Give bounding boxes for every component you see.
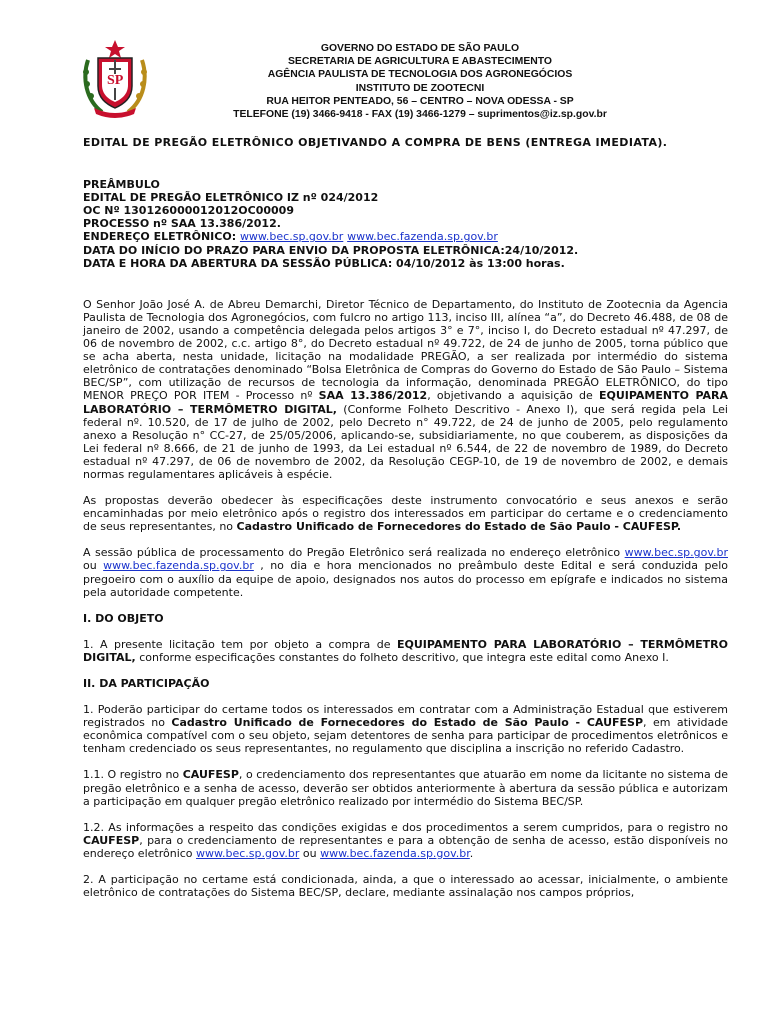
session-paragraph [83, 546, 728, 598]
registration-text: 1.1. O registro no [83, 768, 183, 782]
section-participation-title: II. DA PARTICIPAÇÃO [83, 677, 210, 690]
opening-paragraph [83, 298, 728, 481]
participation-paragraph-2: 2. A participação no certame está condicionada, ainda, a que o interessado ao acessar, inicialmente, o ambiente eletrônico de contratações do Sistema BEC/SP, declare, mediante assinalação nos campos próprios, [83, 873, 728, 900]
letterhead-line-agency: AGÊNCIA PAULISTA DE TECNOLOGIA DOS AGRONEGÓCIOS [267, 69, 573, 81]
electronic-address-line [83, 230, 728, 243]
session-or: ou [83, 559, 104, 573]
opening-text-2: , objetivando a aquisição de [427, 389, 599, 403]
session-bec-fazenda-link[interactable]: www.bec.fazenda.sp.gov.br [103, 559, 254, 573]
info-period: . [469, 846, 474, 860]
info-text-2: , para o credenciamento de representantes e para a obtenção de senha de acesso, estão disponíveis no endereço eletrônico [83, 833, 728, 860]
process-number: PROCESSO nº SAA 13.386/2012. [83, 217, 281, 231]
object-description: EQUIPAMENTO PARA LABORATÓRIO – TERMÔMETRO DIGITAL, [83, 389, 729, 416]
letterhead-line-contact: TELEFONE (19) 3466-9418 - FAX (19) 3466-1279 – suprimentos@iz.sp.gov.br [233, 109, 607, 121]
preamble-heading: PREÂMBULO [83, 178, 160, 192]
object-item: EQUIPAMENTO PARA LABORATÓRIO – TERMÔMETRO DIGITAL, [83, 637, 728, 664]
opening-text: O Senhor João José A. de Abreu Demarchi, Diretor Técnico de Departamento, do Instituto de Zootecnia da Agencia Paulista de Tecnologia dos Agronegócios, com fulcro no artigo 113, inciso III, alínea “a”, do Decreto 46.488, de 08 de janeiro de 2002, usando a competência delegada pelos artigos 3° e 7°, inciso I, do Decreto estadual nº 47.297, de 06 de novembro de 2002, c.c. artigo 8°, do Decreto estadual nº 49.722, de 24 de junho de 2005, torna público que se acha aberta, nesta unidade, licitação na modalidade PREGÃO, a ser realizada por intermédio do sistema eletrônico de contratações denominado “Bolsa Eletrônica de Compras do Governo do Estado de São Paulo – Sistema BEC/SP”, com utilização de recursos de tecnologia da informação, denominada PREGÃO ELETRÔNICO, do tipo MENOR PREÇO POR ITEM - Processo nº [83, 297, 728, 403]
participation-paragraph-1 [83, 703, 728, 755]
process-reference: SAA 13.386/2012 [318, 389, 428, 403]
electronic-address-label: ENDEREÇO ELETRÔNICO: [83, 230, 237, 244]
proposal-start-date: DATA DO INÍCIO DO PRAZO PARA ENVIO DA PROPOSTA ELETRÔNICA:24/10/2012. [83, 243, 579, 257]
session-open-date: DATA E HORA DA ABERTURA DA SESSÃO PÚBLICA: 04/10/2012 às 13:00 horas. [83, 256, 565, 270]
info-bec-fazenda-link[interactable]: www.bec.fazenda.sp.gov.br [320, 846, 470, 860]
bec-link[interactable]: www.bec.sp.gov.br [239, 230, 344, 244]
participation-text: 1. Poderão participar do certame todos os interessados em contratar com a Administração Estadual que estiverem registrados no [83, 703, 728, 730]
participation-caufesp: Cadastro Unificado de Fornecedores do Estado de São Paulo - CAUFESP [171, 716, 644, 730]
crest-monogram: SP [107, 73, 124, 88]
participation-text-2: , em atividade econômica compatível com o seu objeto, sejam detentores de senha para participar de procedimentos eletrônicos e tenham credenciado os seus representantes, no regulamento que disciplina a inscrição no referido Cadastro. [83, 716, 728, 756]
registration-caufesp: CAUFESP [182, 768, 239, 782]
bec-fazenda-link[interactable]: www.bec.fazenda.sp.gov.br [347, 230, 498, 244]
proposals-paragraph [83, 494, 728, 533]
section-object-paragraph [83, 638, 728, 664]
object-text-2: conforme especificações constantes do folheto descritivo, que integra este edital como Anexo I. [135, 650, 669, 664]
participation-paragraph-1-2 [83, 821, 728, 860]
letterhead [150, 42, 690, 121]
proposals-text: As propostas deverão obedecer às especificações deste instrumento convocatório e seus anexos e serão encaminhadas por meio eletrônico após o registro dos interessados em participar do certame e o credenciamento de seus representantes, no [83, 494, 728, 534]
caufesp-name: Cadastro Unificado de Fornecedores do Estado de São Paulo - CAUFESP. [236, 520, 682, 534]
letterhead-line-secretariat: SECRETARIA DE AGRICULTURA E ABASTECIMENTO [288, 56, 552, 68]
info-or: ou [299, 846, 321, 860]
document-body [83, 136, 728, 899]
info-caufesp: CAUFESP [83, 833, 140, 847]
session-text-2: , no dia e hora mencionados no preâmbulo deste Edital e será conduzida pelo pregoeiro com o auxílio da equipe de apoio, designados nos autos do processo em epígrafe e indicados no sistema pela autoridade competente. [83, 559, 728, 599]
oc-number: OC Nº 130126000012012OC00009 [83, 204, 294, 218]
edital-title: EDITAL DE PREGÃO ELETRÔNICO OBJETIVANDO A COMPRA DE BENS (ENTREGA IMEDIATA). [83, 136, 668, 149]
letterhead-line-address: RUA HEITOR PENTEADO, 56 – CENTRO – NOVA ODESSA - SP [266, 95, 574, 107]
registration-text-2: , o credenciamento dos representantes que atuarão em nome da licitante no sistema de pregão eletrônico e a senha de acesso, deverão ser obtidos anteriormente à abertura da sessão pública e autorizam a participação em qualquer pregão eletrônico realizado por intermédio do Sistema BEC/SP. [83, 768, 728, 808]
object-text: 1. A presente licitação tem por objeto a compra de [83, 637, 397, 651]
letterhead-line-institute: INSTITUTO DE ZOOTECNI [355, 82, 485, 94]
participation-paragraph-1-1 [83, 768, 728, 807]
section-object-title: I. DO OBJETO [83, 611, 164, 625]
preamble-block [83, 178, 728, 270]
session-text: A sessão pública de processamento do Pregão Eletrônico será realizada no endereço eletrônico [83, 546, 625, 560]
letterhead-line-government: GOVERNO DO ESTADO DE SÃO PAULO [320, 43, 520, 54]
session-bec-link[interactable]: www.bec.sp.gov.br [624, 546, 728, 560]
info-text: 1.2. As informações a respeito das condições exigidas e dos procedimentos a serem cumpridos, para o registro no [83, 820, 728, 834]
opening-text-3: (Conforme Folheto Descritivo - Anexo I), que será regida pela Lei federal nº. 10.520, de 17 de julho de 2002, pelo Decreto n° 49.722, de 24 de junho de 2005, pelo regulamento anexo a Resolução n° CC-27, de 25/05/2006, aplicando-se, subsidiariamente, no que couberem, as disposições da Lei federal nº 8.666, de 21 de junho de 1993, da Lei estadual nº 6.544, de 22 de novembro de 1989, do Decreto estadual nº 47.297, de 06 de novembro de 2002, da Resolução CEGP-10, de 19 de novembro de 2002, e demais normas regulamentares aplicáveis à espécie. [83, 402, 728, 481]
info-bec-link[interactable]: www.bec.sp.gov.br [196, 846, 300, 860]
edital-number: EDITAL DE PREGÃO ELETRÔNICO IZ nº 024/2012 [83, 191, 379, 205]
